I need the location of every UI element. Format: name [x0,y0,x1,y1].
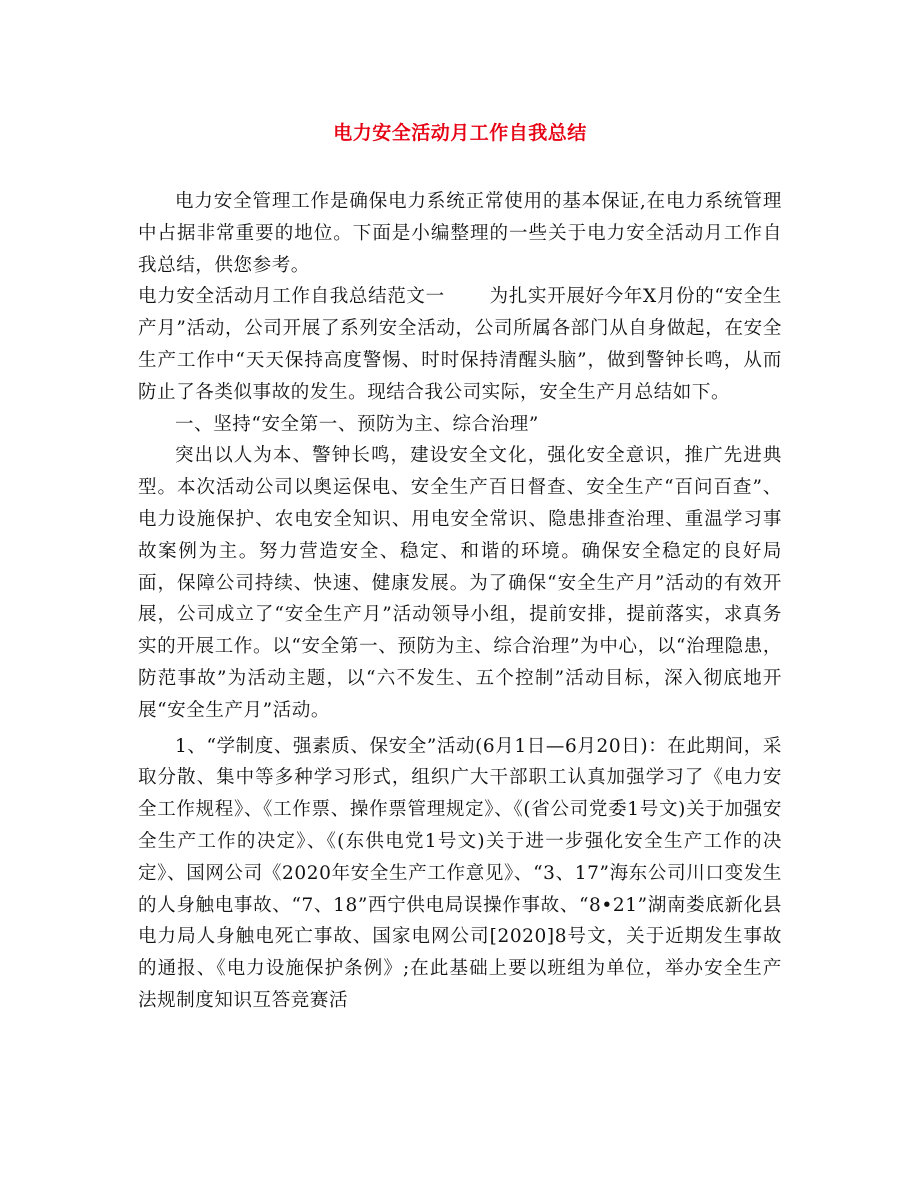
section-heading-one: 一、坚持“安全第一、预防为主、综合治理” [175,413,539,435]
document-title: 电力安全活动月工作自我总结 [333,122,587,144]
sample-one-paragraph: 电力安全活动月工作自我总结范文一 为扎实开展好今年X月份的“安全生产月”活动，公司开展了系列安全活动，公司所属各部门从自身做起，在安全生产工作中“天天保持高度警惕、时时保持清醒头脑”，做到警钟长鸣，从而防止了各类似事故的发生。现结合我公司实际，安全生产月总结如下。 [138,286,782,403]
document-body [138,186,782,1017]
section-one-paragraph: 突出以人为本、警钟长鸣，建设安全文化，强化安全意识，推广先进典型。本次活动公司以奥运保电、安全生产百日督查、安全生产“百问百查”、电力设施保护、农电安全知识、用电安全常识、隐患排查治理、重温学习事故案例为主。努力营造安全、稳定、和谐的环境。确保安全稳定的良好局面，保障公司持续、快速、健康发展。为了确保“安全生产月”活动的有效开展，公司成立了“安全生产月”活动领导小组，提前安排，提前落实，求真务实的开展工作。以“安全第一、预防为主、综合治理”为中心，以“治理隐患，防范事故”为活动主题，以“六不发生、五个控制”活动目标，深入彻底地开展“安全生产月”活动。 [138,445,782,721]
intro-paragraph: 电力安全管理工作是确保电力系统正常使用的基本保证,在电力系统管理中占据非常重要的地位。下面是小编整理的一些关于电力安全活动月工作自我总结，供您参考。 [138,191,782,276]
activity-one-paragraph: 1、“学制度、强素质、保安全”活动(6月1日—6月20日)：在此期间，采取分散、集中等多种学习形式，组织广大干部职工认真加强学习了《电力安全工作规程》、《工作票、操作票管理规定》、《(省公司党委1号文)关于加强安全生产工作的决定》、《(东供电党1号文)关于进一步强化安全生产工作的决定》、国网公司《2020年安全生产工作意见》、“3、17”海东公司川口变发生的人身触电事故、“7、18”西宁供电局误操作事故、“8•21”湖南娄底新化县电力局人身触电死亡事故、国家电网公司[2020]8号文，关于近期发生事故的通报、《电力设施保护条例》;在此基础上要以班组为单位，举办安全生产法规制度知识互答竞赛活 [138,735,782,1011]
